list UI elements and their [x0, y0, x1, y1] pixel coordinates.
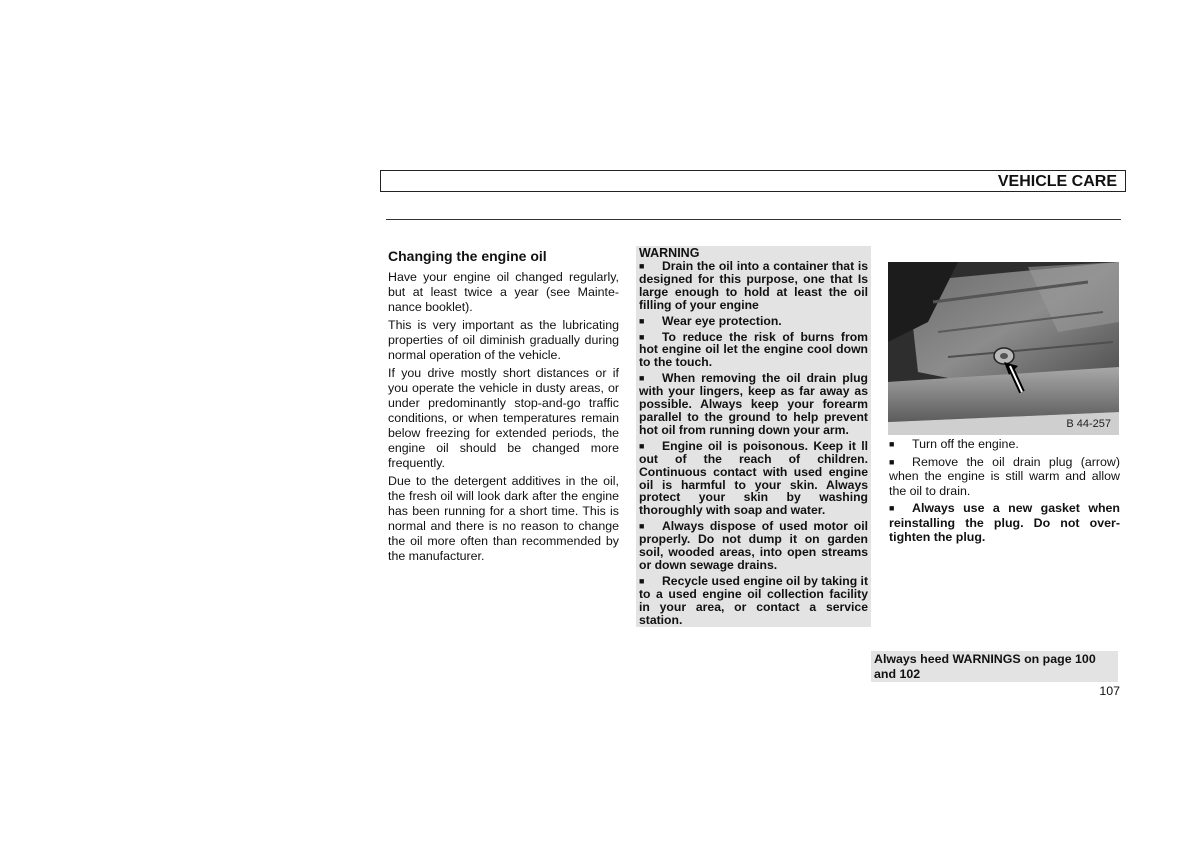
procedure-step: ■ Remove the oil drain plug (arrow) when the engine is still warm and allow the oil to drain.: [889, 454, 1120, 498]
procedure-step: ■ Turn off the engine.: [889, 437, 1019, 451]
engine-underside-image: [888, 262, 1119, 435]
warning-item: ■ Always dispose of used motor oil properly. Do not dump it on garden soil, wooded areas, into open streams or down sewage drains.: [639, 519, 868, 572]
procedure-step: ■ Always use a new gasket when reinstalling the plug. Do not overtighten the plug.: [889, 501, 1120, 544]
page-number: 107: [1099, 684, 1120, 698]
warning-item: ■ Drain the oil into a container that is designed for this purpose, one that Is large enough to hold at least the oil filling of your engine: [639, 259, 868, 312]
warning-item: ■ Engine oil is poisonous. Keep it ll out of the reach of children. Continuous contact with used engine oil is harmful to your skin. Always protect your skin by washing thoroughly with soap and water.: [639, 438, 868, 518]
bullet-icon: ■: [639, 261, 645, 271]
bullet-icon: ■: [639, 440, 645, 451]
oil-drain-photo: [888, 262, 1119, 435]
warning-list: [639, 260, 868, 626]
warning-item: ■ Wear eye protection.: [639, 313, 782, 328]
bullet-icon: ■: [639, 373, 645, 384]
procedure-column: [889, 437, 1120, 548]
section-title: VEHICLE CARE: [997, 173, 1117, 190]
section-header: [380, 170, 1126, 192]
bullet-icon: ■: [889, 439, 895, 449]
bullet-icon: ■: [639, 315, 645, 326]
bullet-icon: ■: [639, 575, 645, 586]
intro-paragraph: This is very important as the lubricating properties of oil diminish gradually during normal operation of the vehicle.: [388, 318, 619, 362]
warning-item: ■ To reduce the risk of burns from hot engine oil let the engine cool down to the touch.: [639, 329, 868, 370]
intro-paragraph: Due to the detergent additives in the oil, the fresh oil will look dark after the engine has been running for a short time. This is normal and there is no reason to change the oil more often than recommended by the manufacturer.: [388, 474, 619, 563]
warning-item: ■ Recycle used engine oil by taking it to a used engine oil collection facility in your area, or contact a service station.: [639, 573, 868, 627]
section-heading: Changing the engine oil: [388, 248, 547, 264]
header-divider: [386, 219, 1121, 220]
bullet-icon: ■: [639, 331, 645, 342]
intro-paragraph: Have your engine oil changed regularly, but at least twice a year (see Maintenance booklet).: [388, 270, 619, 314]
intro-paragraph: If you drive mostly short distances or if you operate the vehicle in dusty areas, or under predominantly stop-and-go traffic conditions, or when temperatures remain below freezing for extended periods, the engine oil should be changed more frequently.: [388, 366, 619, 470]
bullet-icon: ■: [639, 521, 645, 532]
intro-column: [388, 248, 619, 567]
warning-item: ■ When removing the oil drain plug with your lingers, keep as far away as possible. Always keep your forearm parallel to the ground to help prevent hot oil from running down your arm.: [639, 371, 868, 437]
figure-code: B 44-257: [1066, 418, 1111, 430]
warning-box: [636, 246, 871, 627]
bullet-icon: ■: [889, 456, 895, 467]
warning-title: WARNING: [639, 246, 700, 260]
procedure-list: [889, 437, 1120, 545]
warning-reference-note: Always heed WARNINGS on page 100 and 102: [871, 651, 1118, 682]
bullet-icon: ■: [889, 503, 895, 513]
